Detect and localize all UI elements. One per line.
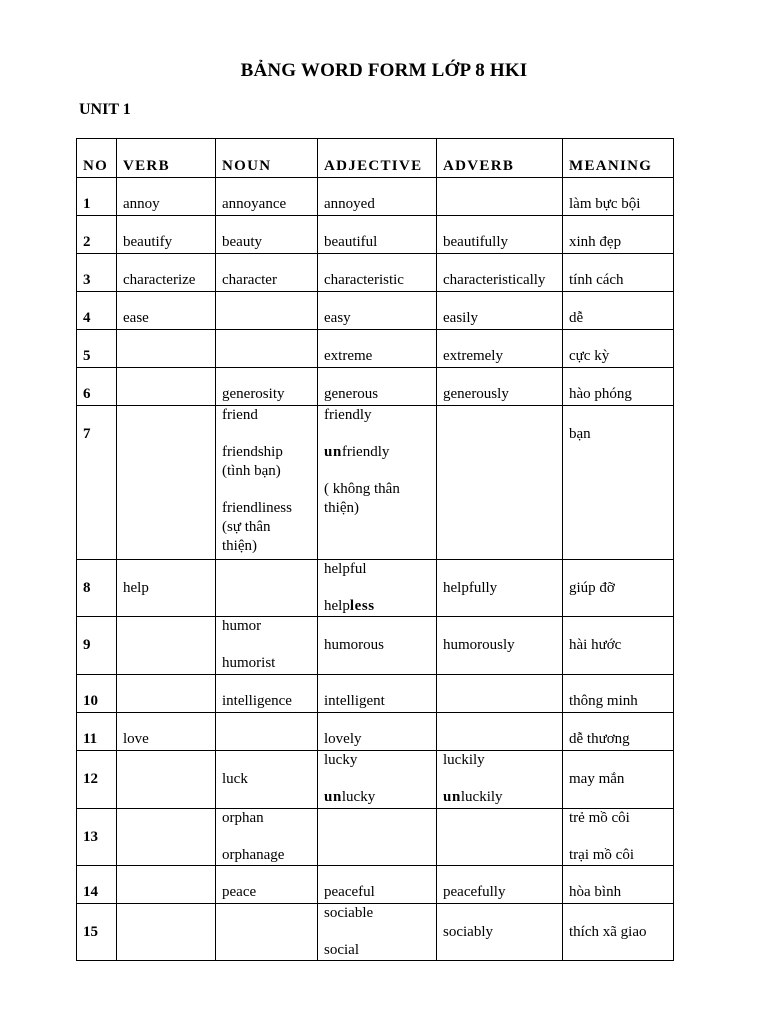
noun-line: friend	[222, 407, 258, 423]
meaning-cell: xinh đẹp	[563, 216, 674, 254]
adverb-cell: sociably	[437, 904, 563, 961]
noun-line: humor	[222, 618, 262, 634]
meaning-cell	[563, 809, 674, 866]
adjective-cell: intelligent	[318, 675, 437, 713]
verb-cell: annoy	[117, 178, 216, 216]
adjective-line: sociable	[324, 905, 374, 921]
adjective-stem: help	[324, 598, 350, 614]
meaning-cell: cực kỳ	[563, 330, 674, 368]
meaning-cell: thông minh	[563, 675, 674, 713]
adverb-cell	[437, 178, 563, 216]
adverb-cell: easily	[437, 292, 563, 330]
table-row	[77, 809, 674, 866]
adverb-line: luckily	[443, 752, 485, 768]
adverb-cell: peacefully	[437, 866, 563, 904]
table-row	[77, 904, 674, 961]
meaning-cell: tính cách	[563, 254, 674, 292]
adjective-line: helpful	[324, 561, 367, 577]
adjective-cell: generous	[318, 368, 437, 406]
noun-cell: annoyance	[216, 178, 318, 216]
adjective-cell: humorous	[318, 617, 437, 675]
noun-cell	[216, 904, 318, 961]
table-row	[77, 713, 674, 751]
adjective-cell: beautiful	[318, 216, 437, 254]
verb-cell: ease	[117, 292, 216, 330]
adjective-cell: easy	[318, 292, 437, 330]
meaning-cell: may mắn	[563, 751, 674, 809]
header-verb: VERB	[117, 139, 216, 178]
adverb-cell: humorously	[437, 617, 563, 675]
row-number: 1	[77, 178, 117, 216]
noun-cell: generosity	[216, 368, 318, 406]
table-row	[77, 560, 674, 617]
meaning-cell: giúp đỡ	[563, 560, 674, 617]
noun-cell: luck	[216, 751, 318, 809]
row-number: 13	[77, 809, 117, 866]
table-row	[77, 216, 674, 254]
verb-cell: help	[117, 560, 216, 617]
adjective-stem: lucky	[341, 789, 376, 805]
meaning-line: trẻ mồ côi	[569, 810, 630, 826]
adverb-cell: characteristically	[437, 254, 563, 292]
row-number: 12	[77, 751, 117, 809]
verb-cell	[117, 617, 216, 675]
page-title: BẢNG WORD FORM LỚP 8 HKI	[240, 60, 528, 81]
verb-cell	[117, 368, 216, 406]
prefix-un: un	[443, 789, 461, 805]
adjective-line	[324, 443, 430, 462]
adjective-cell	[318, 406, 437, 560]
adjective-cell	[318, 809, 437, 866]
table-row	[77, 617, 674, 675]
adjective-note: ( không thân	[324, 481, 400, 497]
adjective-cell: lovely	[318, 713, 437, 751]
verb-cell: characterize	[117, 254, 216, 292]
row-number: 3	[77, 254, 117, 292]
meaning-cell: hài hước	[563, 617, 674, 675]
adjective-cell	[318, 751, 437, 809]
prefix-un: un	[324, 444, 342, 460]
row-number: 14	[77, 866, 117, 904]
meaning-line: trại mồ côi	[569, 847, 634, 863]
header-adjective: ADJECTIVE	[318, 139, 437, 178]
table-row	[77, 675, 674, 713]
noun-cell	[216, 560, 318, 617]
verb-cell	[117, 675, 216, 713]
verb-cell	[117, 751, 216, 809]
verb-cell	[117, 809, 216, 866]
noun-cell	[216, 406, 318, 560]
suffix-less: less	[349, 598, 375, 614]
header-noun: NOUN	[216, 139, 318, 178]
row-number: 6	[77, 368, 117, 406]
noun-line: humorist	[222, 655, 276, 671]
row-number: 7	[77, 406, 117, 560]
unit-heading: UNIT 1	[79, 101, 131, 118]
noun-cell	[216, 809, 318, 866]
adjective-note: thiện)	[324, 500, 359, 516]
adjective-cell: extreme	[318, 330, 437, 368]
noun-cell	[216, 617, 318, 675]
table-row	[77, 406, 674, 560]
row-number: 4	[77, 292, 117, 330]
adverb-cell	[437, 751, 563, 809]
adjective-cell: characteristic	[318, 254, 437, 292]
row-number: 5	[77, 330, 117, 368]
verb-cell: love	[117, 713, 216, 751]
meaning-cell: làm bực bội	[563, 178, 674, 216]
verb-cell	[117, 866, 216, 904]
row-number: 11	[77, 713, 117, 751]
noun-line: friendliness	[222, 500, 292, 516]
meaning-cell: thích xã giao	[563, 904, 674, 961]
table-row	[77, 292, 674, 330]
row-number: 9	[77, 617, 117, 675]
meaning-cell: bạn	[563, 406, 674, 560]
meaning-cell: hòa bình	[563, 866, 674, 904]
adjective-stem: friendly	[341, 444, 390, 460]
row-number: 8	[77, 560, 117, 617]
verb-cell	[117, 406, 216, 560]
noun-cell	[216, 292, 318, 330]
adverb-cell	[437, 713, 563, 751]
adjective-line: friendly	[324, 407, 372, 423]
table-row	[77, 368, 674, 406]
adverb-stem: luckily	[460, 789, 503, 805]
header-no: NO	[77, 139, 117, 178]
noun-line: friendship	[222, 444, 283, 460]
row-number: 2	[77, 216, 117, 254]
noun-cell: beauty	[216, 216, 318, 254]
noun-line: orphanage	[222, 847, 285, 863]
row-number: 15	[77, 904, 117, 961]
noun-note: (tình bạn)	[222, 463, 281, 479]
table-row	[77, 254, 674, 292]
noun-cell: intelligence	[216, 675, 318, 713]
prefix-un: un	[324, 789, 342, 805]
noun-cell	[216, 330, 318, 368]
word-form-table	[76, 138, 674, 961]
verb-cell	[117, 904, 216, 961]
adverb-line	[443, 788, 556, 807]
adverb-cell: generously	[437, 368, 563, 406]
adjective-line	[324, 788, 430, 807]
adjective-line: lucky	[324, 752, 358, 768]
adjective-cell	[318, 560, 437, 617]
verb-cell	[117, 330, 216, 368]
noun-cell: peace	[216, 866, 318, 904]
adjective-cell: annoyed	[318, 178, 437, 216]
noun-cell: character	[216, 254, 318, 292]
meaning-cell: hào phóng	[563, 368, 674, 406]
row-number: 10	[77, 675, 117, 713]
adverb-cell	[437, 809, 563, 866]
meaning-cell: dễ	[563, 292, 674, 330]
table-row	[77, 751, 674, 809]
table-row	[77, 330, 674, 368]
verb-cell: beautify	[117, 216, 216, 254]
adjective-cell	[318, 904, 437, 961]
meaning-cell: dễ thương	[563, 713, 674, 751]
header-adverb: ADVERB	[437, 139, 563, 178]
table-row	[77, 178, 674, 216]
adverb-cell: extremely	[437, 330, 563, 368]
adjective-cell: peaceful	[318, 866, 437, 904]
noun-line: orphan	[222, 810, 264, 826]
noun-note: (sự thân	[222, 519, 271, 535]
noun-note: thiện)	[222, 538, 257, 554]
table-row	[77, 866, 674, 904]
adverb-cell	[437, 675, 563, 713]
table-header-row	[77, 139, 674, 178]
adjective-line: social	[324, 942, 359, 958]
adjective-line	[324, 597, 430, 616]
adverb-cell	[437, 406, 563, 560]
header-meaning: MEANING	[563, 139, 674, 178]
adverb-cell: beautifully	[437, 216, 563, 254]
noun-cell	[216, 713, 318, 751]
adverb-cell: helpfully	[437, 560, 563, 617]
